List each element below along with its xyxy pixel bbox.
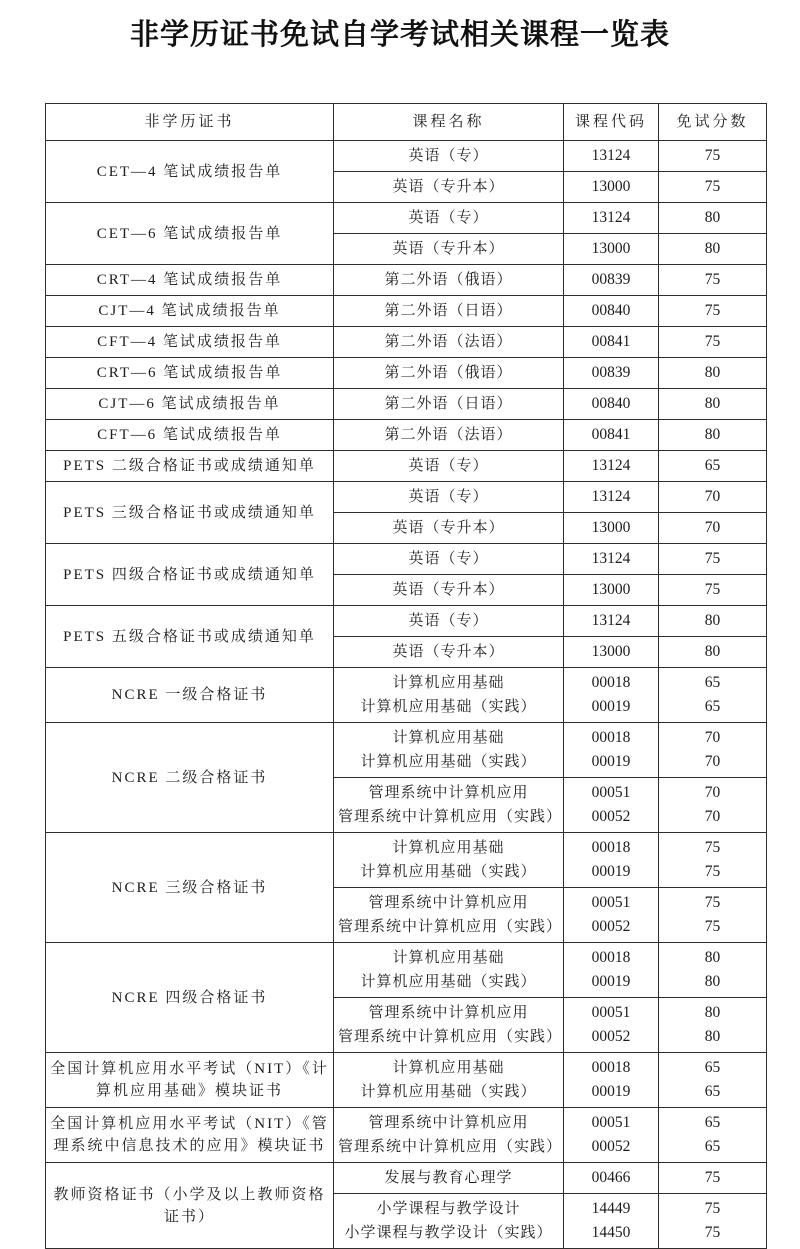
course-name-cell [334,1053,564,1108]
course-code-cell-line: 00052 [591,918,631,935]
course-code-cell-line: 00051 [591,894,631,911]
exempt-score-cell-line: 65 [704,1138,721,1155]
exempt-score-cell-line: 75 [704,1169,721,1186]
exempt-score-cell [659,833,767,888]
exempt-score-cell-line: 80 [704,426,721,443]
exempt-score-cell-line: 75 [704,1200,721,1217]
certificate-cell: NCRE 二级合格证书 [46,723,334,833]
course-name-cell-line: 计算机应用基础 [392,730,505,746]
table-row [46,943,767,998]
course-code-cell-line: 00051 [591,784,631,801]
table-row [46,296,767,327]
exempt-score-cell [659,998,767,1053]
header-exempt-score: 免试分数 [659,104,767,141]
exempt-score-cell-line: 75 [704,863,721,880]
course-name-cell [334,943,564,998]
exempt-score-cell-line: 75 [704,918,721,935]
course-code-cell-line: 13000 [591,581,631,598]
header-course-name: 课程名称 [334,104,564,141]
course-name-cell-line: 第二外语（法语） [384,427,513,443]
course-name-cell [334,723,564,778]
certificate-cell: PETS 五级合格证书或成绩通知单 [46,606,334,668]
course-code-cell-line: 00019 [591,1083,631,1100]
course-code-cell-line: 00019 [591,698,631,715]
table-row [46,358,767,389]
table-row [46,451,767,482]
course-name-cell-line: 英语（专升本） [392,644,505,660]
course-name-cell [334,888,564,943]
course-name-cell-line: 小学课程与教学设计 [376,1201,521,1217]
exempt-score-cell [659,420,767,451]
exempt-score-cell-line: 75 [704,550,721,567]
table-row [46,606,767,637]
course-code-cell [564,943,659,998]
course-name-cell [334,172,564,203]
course-name-cell-line: 英语（专） [408,148,489,164]
course-code-cell-line: 13124 [591,147,631,164]
certificate-cell: 全国计算机应用水平考试（NIT）《计算机应用基础》模块证书 [46,1053,334,1108]
exempt-score-cell [659,141,767,172]
course-name-cell [334,833,564,888]
exempt-score-cell-line: 65 [704,698,721,715]
course-code-cell [564,141,659,172]
course-name-cell [334,575,564,606]
course-name-cell [334,1108,564,1163]
course-code-cell [564,544,659,575]
exempt-score-cell [659,723,767,778]
table-row [46,1163,767,1194]
course-code-cell-line: 00018 [591,674,631,691]
course-name-cell-line: 英语（专） [408,551,489,567]
page-title: 非学历证书免试自学考试相关课程一览表 [129,19,670,51]
exempt-score-cell-line: 70 [704,488,721,505]
course-code-cell [564,575,659,606]
header-certificate: 非学历证书 [46,104,334,141]
course-code-cell-line: 00052 [591,808,631,825]
exempt-score-cell-line: 75 [704,581,721,598]
course-code-cell-line: 00841 [591,333,631,350]
course-code-cell [564,723,659,778]
course-name-cell-line: 英语（专升本） [392,520,505,536]
course-name-cell-line: 发展与教育心理学 [384,1170,513,1186]
exempt-score-cell [659,668,767,723]
course-code-cell-line: 13124 [591,612,631,629]
course-name-cell-line: 第二外语（法语） [384,334,513,350]
exempt-score-cell-line: 70 [704,808,721,825]
course-code-cell-line: 13124 [591,488,631,505]
course-name-cell-line: 计算机应用基础（实践） [360,974,537,990]
course-name-cell-line: 计算机应用基础（实践） [360,1084,537,1100]
course-code-cell [564,389,659,420]
exempt-score-cell [659,1053,767,1108]
certificate-cell: CJT—4 笔试成绩报告单 [46,296,334,327]
course-name-cell [334,358,564,389]
course-name-cell-line: 英语（专升本） [392,241,505,257]
course-name-cell [334,778,564,833]
exempt-score-cell [659,327,767,358]
course-name-cell-line: 英语（专） [408,210,489,226]
exempt-score-cell-line: 70 [704,729,721,746]
certificate-cell: CFT—4 笔试成绩报告单 [46,327,334,358]
exempt-score-cell [659,265,767,296]
course-code-cell [564,296,659,327]
course-name-cell-line: 计算机应用基础（实践） [360,864,537,880]
course-name-cell-line: 第二外语（俄语） [384,272,513,288]
certificate-cell: CET—4 笔试成绩报告单 [46,141,334,203]
exempt-score-cell-line: 80 [704,209,721,226]
exempt-score-cell-line: 65 [704,1083,721,1100]
course-name-cell [334,668,564,723]
certificate-cell: NCRE 四级合格证书 [46,943,334,1053]
course-name-cell [334,141,564,172]
certificate-cell: CET—6 笔试成绩报告单 [46,203,334,265]
exempt-score-cell [659,943,767,998]
course-name-cell-line: 管理系统中计算机应用 [368,785,529,801]
exempt-score-cell-line: 80 [704,364,721,381]
course-name-cell-line: 管理系统中计算机应用（实践） [338,919,563,935]
course-code-cell-line: 00839 [591,271,631,288]
course-name-cell-line: 英语（专） [408,489,489,505]
table-row [46,327,767,358]
table-row [46,1053,767,1108]
exempt-score-cell-line: 75 [704,271,721,288]
exempt-score-cell [659,296,767,327]
course-code-cell-line: 00018 [591,839,631,856]
exempt-score-cell [659,1194,767,1249]
table-row [46,723,767,778]
certificate-cell: PETS 二级合格证书或成绩通知单 [46,451,334,482]
exempt-score-cell [659,778,767,833]
course-name-cell-line: 第二外语（日语） [384,396,513,412]
course-code-cell-line: 00019 [591,753,631,770]
course-code-cell-line: 00841 [591,426,631,443]
course-code-cell [564,172,659,203]
course-code-cell [564,1194,659,1249]
course-code-cell-line: 14449 [591,1200,631,1217]
exemption-course-table [45,103,767,1249]
course-name-cell-line: 计算机应用基础（实践） [360,699,537,715]
certificate-cell: NCRE 三级合格证书 [46,833,334,943]
exempt-score-cell-line: 80 [704,1028,721,1045]
exempt-score-cell [659,637,767,668]
exempt-score-cell-line: 80 [704,949,721,966]
table-row [46,833,767,888]
certificate-cell: CFT—6 笔试成绩报告单 [46,420,334,451]
certificate-cell: CJT—6 笔试成绩报告单 [46,389,334,420]
exempt-score-cell [659,451,767,482]
table-row [46,141,767,172]
course-name-cell-line: 管理系统中计算机应用 [368,1005,529,1021]
course-name-cell-line: 第二外语（俄语） [384,365,513,381]
exempt-score-cell [659,172,767,203]
course-code-cell-line: 00019 [591,973,631,990]
course-name-cell [334,265,564,296]
exempt-score-cell-line: 70 [704,519,721,536]
exempt-score-cell [659,575,767,606]
table-row [46,668,767,723]
exempt-score-cell [659,1163,767,1194]
exempt-score-cell-line: 65 [704,1059,721,1076]
course-name-cell-line: 计算机应用基础 [392,1060,505,1076]
course-name-cell-line: 第二外语（日语） [384,303,513,319]
exempt-score-cell [659,482,767,513]
course-code-cell-line: 00839 [591,364,631,381]
course-name-cell [334,637,564,668]
course-name-cell [334,203,564,234]
table-row [46,420,767,451]
course-code-cell-line: 00840 [591,395,631,412]
exempt-score-cell [659,888,767,943]
course-code-cell [564,482,659,513]
certificate-cell: NCRE 一级合格证书 [46,668,334,723]
exempt-score-cell-line: 75 [704,147,721,164]
table-row [46,544,767,575]
course-name-cell [334,234,564,265]
course-code-cell [564,833,659,888]
course-code-cell [564,778,659,833]
exempt-score-cell [659,203,767,234]
table-row [46,1108,767,1163]
course-name-cell [334,327,564,358]
course-name-cell-line: 英语（专） [408,613,489,629]
course-name-cell-line: 管理系统中计算机应用（实践） [338,1029,563,1045]
course-code-cell [564,1163,659,1194]
course-name-cell-line: 计算机应用基础 [392,950,505,966]
course-code-cell [564,420,659,451]
exempt-score-cell-line: 65 [704,1114,721,1131]
exempt-score-cell-line: 75 [704,894,721,911]
course-code-cell [564,1053,659,1108]
exempt-score-cell [659,358,767,389]
course-name-cell [334,513,564,544]
exempt-score-cell-line: 80 [704,1004,721,1021]
course-name-cell-line: 英语（专） [408,458,489,474]
course-name-cell [334,1163,564,1194]
course-code-cell [564,265,659,296]
table-header-row [46,104,767,141]
course-code-cell-line: 14450 [591,1224,631,1241]
course-code-cell [564,358,659,389]
exempt-score-cell-line: 75 [704,302,721,319]
course-code-cell [564,606,659,637]
exempt-score-cell [659,544,767,575]
course-name-cell-line: 小学课程与教学设计（实践） [344,1225,553,1241]
certificate-cell: 全国计算机应用水平考试（NIT）《管理系统中信息技术的应用》模块证书 [46,1108,334,1163]
exempt-score-cell-line: 75 [704,839,721,856]
course-code-cell [564,513,659,544]
course-name-cell [334,451,564,482]
course-name-cell-line: 管理系统中计算机应用（实践） [338,1139,563,1155]
course-code-cell-line: 00051 [591,1004,631,1021]
exempt-score-cell-line: 75 [704,178,721,195]
course-name-cell-line: 英语（专升本） [392,179,505,195]
exempt-score-cell [659,513,767,544]
course-code-cell-line: 13000 [591,519,631,536]
exempt-score-cell-line: 65 [704,674,721,691]
course-code-cell-line: 00018 [591,949,631,966]
course-name-cell-line: 计算机应用基础 [392,675,505,691]
course-code-cell [564,998,659,1053]
course-code-cell [564,234,659,265]
course-name-cell [334,606,564,637]
exempt-score-cell-line: 75 [704,333,721,350]
course-code-cell-line: 13124 [591,209,631,226]
course-code-cell [564,327,659,358]
course-code-cell-line: 13000 [591,178,631,195]
course-code-cell-line: 00052 [591,1028,631,1045]
course-name-cell [334,420,564,451]
exempt-score-cell-line: 70 [704,753,721,770]
exempt-score-cell [659,234,767,265]
course-code-cell-line: 00018 [591,1059,631,1076]
course-code-cell-line: 13000 [591,240,631,257]
course-name-cell [334,998,564,1053]
course-name-cell [334,1194,564,1249]
certificate-cell: CRT—4 笔试成绩报告单 [46,265,334,296]
course-name-cell-line: 计算机应用基础（实践） [360,754,537,770]
exempt-score-cell-line: 65 [704,457,721,474]
table-row [46,482,767,513]
course-name-cell-line: 管理系统中计算机应用（实践） [338,809,563,825]
exempt-score-cell [659,1108,767,1163]
course-code-cell-line: 00051 [591,1114,631,1131]
certificate-cell: CRT—6 笔试成绩报告单 [46,358,334,389]
exempt-score-cell [659,389,767,420]
course-name-cell [334,389,564,420]
table-row [46,265,767,296]
certificate-cell: PETS 四级合格证书或成绩通知单 [46,544,334,606]
exempt-score-cell-line: 75 [704,1224,721,1241]
course-name-cell [334,482,564,513]
exempt-score-cell-line: 80 [704,643,721,660]
course-code-cell [564,888,659,943]
exempt-score-cell-line: 70 [704,784,721,801]
course-code-cell-line: 00466 [591,1169,631,1186]
course-code-cell [564,451,659,482]
course-code-cell [564,668,659,723]
course-code-cell-line: 00052 [591,1138,631,1155]
course-code-cell [564,1108,659,1163]
course-code-cell-line: 00840 [591,302,631,319]
course-code-cell-line: 13124 [591,550,631,567]
course-name-cell-line: 管理系统中计算机应用 [368,895,529,911]
exempt-score-cell-line: 80 [704,973,721,990]
exempt-score-cell [659,606,767,637]
exempt-score-cell-line: 80 [704,395,721,412]
course-code-cell-line: 13000 [591,643,631,660]
table-body [46,141,767,1249]
course-code-cell-line: 13124 [591,457,631,474]
table-row [46,203,767,234]
course-name-cell [334,296,564,327]
table-row [46,389,767,420]
course-code-cell [564,637,659,668]
course-name-cell-line: 管理系统中计算机应用 [368,1115,529,1131]
exempt-score-cell-line: 80 [704,612,721,629]
course-code-cell-line: 00019 [591,863,631,880]
course-code-cell-line: 00018 [591,729,631,746]
header-course-code: 课程代码 [564,104,659,141]
certificate-cell: 教师资格证书（小学及以上教师资格证书） [46,1163,334,1249]
course-name-cell [334,544,564,575]
exempt-score-cell-line: 80 [704,240,721,257]
course-name-cell-line: 计算机应用基础 [392,840,505,856]
course-code-cell [564,203,659,234]
certificate-cell: PETS 三级合格证书或成绩通知单 [46,482,334,544]
course-name-cell-line: 英语（专升本） [392,582,505,598]
